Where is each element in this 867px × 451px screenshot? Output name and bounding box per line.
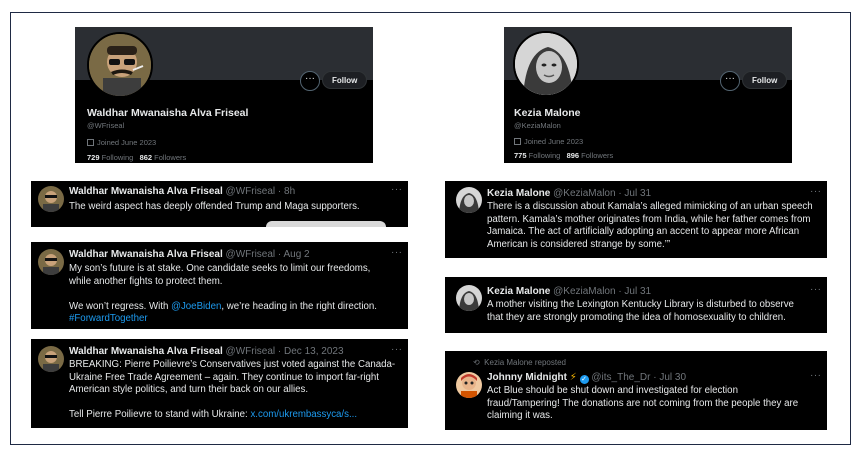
tweet-line (69, 409, 404, 422)
tweet-more-button[interactable]: ··· (391, 344, 403, 355)
tweet-meta: @KeziaMalon · Jul 31 (553, 188, 652, 199)
tweet-line: fraud/Tampering! The donations are not coming from the people they are (487, 397, 799, 409)
tweet-more-button[interactable]: ··· (810, 284, 822, 295)
tweet-more-button[interactable]: ··· (810, 186, 822, 197)
tweet-avatar[interactable] (38, 249, 64, 275)
tweet-more-button[interactable]: ··· (810, 370, 822, 381)
tweet-line: while another fights to protect them. (69, 275, 223, 287)
profile-joined (514, 137, 583, 146)
tweet-avatar[interactable] (456, 285, 482, 311)
tweet-line-part: , we’re heading in the right direction. (221, 300, 377, 312)
tweet-card[interactable] (445, 351, 827, 430)
tweet-line-part: Tell Pierre Poilievre to stand with Ukraine: (69, 409, 251, 421)
tweet-meta: @its_The_Dr · Jul 30 (591, 372, 687, 383)
tweet-author-name[interactable]: Kezia Malone (487, 286, 551, 297)
tweet-line: Act Blue should be shut down and investigated for election (487, 385, 738, 396)
profile-card-right (504, 27, 792, 163)
tweet-line: A mother visiting the Lexington Kentucky Library is disturbed to observe (487, 299, 794, 310)
tweet-avatar[interactable] (456, 372, 482, 398)
profile-card-left (75, 27, 373, 163)
tweet-more-button[interactable]: ··· (391, 247, 403, 258)
tweet-author-name[interactable]: Waldhar Mwanaisha Alva Friseal (69, 346, 223, 357)
tweet-line: American is considered strange by some.’” (487, 238, 671, 250)
calendar-icon (87, 139, 94, 146)
calendar-icon (514, 138, 521, 145)
tweet-line: There is a discussion about Kamala’s alleged mimicking of an urban speech (487, 201, 813, 212)
following-label[interactable]: Following (528, 151, 561, 160)
joined-date: Joined June 2023 (97, 138, 157, 147)
tweet-line-part: We won’t regress. With (69, 300, 172, 312)
following-count[interactable]: 775 (514, 151, 527, 160)
tweet-card[interactable] (31, 242, 408, 329)
tweet-line (69, 301, 404, 314)
tweet-meta: @WFriseal · 8h (225, 186, 296, 197)
tweet-card[interactable] (445, 277, 827, 333)
repost-label[interactable]: Kezia Malone reposted (484, 358, 566, 367)
profile-joined (87, 138, 156, 147)
joined-date: Joined June 2023 (524, 137, 584, 146)
tweet-card[interactable] (31, 181, 408, 227)
follow-button[interactable]: Follow (322, 71, 367, 89)
hashtag-link[interactable]: #ForwardTogether (69, 313, 148, 325)
tweet-avatar[interactable] (456, 187, 482, 213)
following-count[interactable]: 729 (87, 153, 100, 162)
profile-avatar[interactable] (87, 32, 153, 98)
tweet-meta: @WFriseal · Aug 2 (225, 249, 310, 260)
tweet-header (69, 346, 344, 357)
followers-count[interactable]: 896 (566, 151, 580, 160)
tweet-header (487, 188, 651, 199)
more-options-button[interactable]: ··· (300, 71, 320, 91)
tweet-text: The weird aspect has deeply offended Trump and Maga supporters. (69, 201, 360, 212)
tweet-card[interactable] (445, 181, 827, 258)
repost-indicator (473, 358, 566, 367)
tweet-line: American style politics, and turn their back on our allies. (69, 384, 309, 396)
more-options-button[interactable]: ··· (720, 71, 740, 91)
tweet-line: claiming it was. (487, 410, 553, 422)
following-label[interactable]: Following (101, 153, 134, 162)
followers-label[interactable]: Followers (154, 153, 187, 162)
tweet-text (487, 201, 825, 251)
follow-button[interactable]: Follow (742, 71, 787, 89)
tweet-text (69, 359, 404, 422)
profile-handle: @WFriseal (87, 121, 125, 130)
profile-avatar[interactable] (513, 31, 579, 97)
mention-link[interactable]: @JoeBiden (171, 300, 222, 312)
tweet-line: pattern. Kamala’s mother originates from India, while her father comes from (487, 213, 811, 225)
tweet-header (487, 372, 686, 384)
profile-stats (514, 151, 613, 160)
tweet-author-name[interactable]: Johnny Midnight (487, 372, 567, 383)
repost-icon: ⟲ (473, 358, 480, 367)
tweet-header (69, 186, 295, 197)
followers-label[interactable]: Followers (581, 151, 614, 160)
tweet-line: Jamaica. The act of artificially adopting an accent to appear more African (487, 226, 800, 238)
tweet-author-name[interactable]: Waldhar Mwanaisha Alva Friseal (69, 186, 223, 197)
tweet-header (69, 249, 310, 260)
tweet-author-name[interactable]: Kezia Malone (487, 188, 551, 199)
tweet-text (487, 385, 825, 423)
tweet-card[interactable] (31, 339, 408, 428)
tweet-meta: @WFriseal · Dec 13, 2023 (225, 346, 344, 357)
profile-name: Waldhar Mwanaisha Alva Friseal (87, 107, 249, 119)
followers-count[interactable]: 862 (139, 153, 153, 162)
tweet-line: BREAKING: Pierre Poilievre’s Conservatives just voted against the Canada- (69, 359, 396, 370)
tweet-avatar[interactable] (38, 186, 64, 212)
url-link[interactable]: x.com/ukrembassyca/s... (250, 409, 358, 421)
lightning-icon: ⚡ (569, 372, 577, 383)
profile-name: Kezia Malone (514, 107, 581, 119)
profile-stats (87, 153, 186, 162)
verified-badge-icon[interactable]: ✓ (581, 376, 588, 383)
tweet-text (487, 299, 825, 324)
tweet-more-button[interactable]: ··· (391, 184, 403, 195)
profile-handle: @KeziaMalon (514, 121, 561, 130)
tweet-header (487, 286, 651, 297)
tweet-avatar[interactable] (38, 346, 64, 372)
media-preview[interactable] (266, 221, 386, 227)
tweet-text (69, 263, 404, 326)
tweet-line: Ukraine Free Trade Agreement – again. They continue to import far-right (69, 371, 379, 383)
tweet-line: My son’s future is at stake. One candidate seeks to limit our freedoms, (69, 263, 371, 274)
tweet-line: that they are strongly promoting the idea of homosexuality to children. (487, 311, 786, 323)
tweet-meta: @KeziaMalon · Jul 31 (553, 286, 652, 297)
tweet-author-name[interactable]: Waldhar Mwanaisha Alva Friseal (69, 249, 223, 260)
